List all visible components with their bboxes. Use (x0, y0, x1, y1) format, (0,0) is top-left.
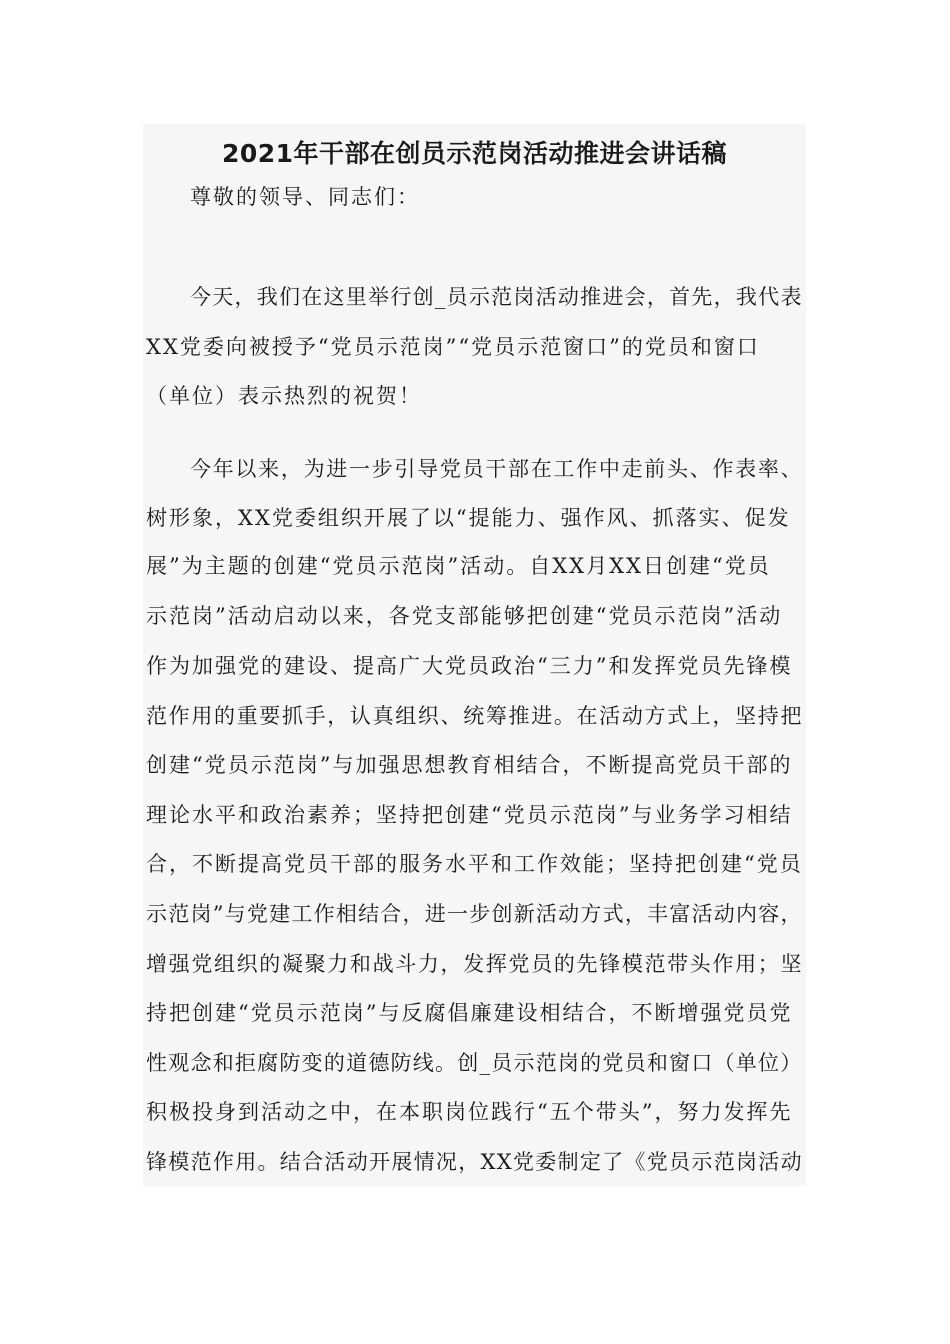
salutation: 尊敬的领导、同志们： (190, 185, 420, 209)
paragraph-2-line-13: 性观念和拒腐防变的道德防线。创_员示范岗的党员和窗口（单位） (146, 1051, 803, 1075)
paragraph-2-line-9: 合，不断提高党员干部的服务水平和工作效能；坚持把创建“党员 (146, 852, 803, 876)
paragraph-2-line-12: 持把创建“党员示范岗”与反腐倡廉建设相结合，不断增强党员党 (146, 1001, 793, 1025)
paragraph-2-line-7: 创建“党员示范岗”与加强思想教育相结合，不断提高党员干部的 (146, 753, 793, 777)
paragraph-2-line-14: 积极投身到活动之中，在本职岗位践行“五个带头”，努力发挥先 (146, 1100, 793, 1124)
paragraph-2-line-2: 树形象，XX党委组织开展了以“提能力、强作风、抓落实、促发 (146, 506, 791, 530)
paragraph-2-line-8: 理论水平和政治素养；坚持把创建“党员示范岗”与业务学习相结 (146, 803, 793, 827)
paragraph-2-line-3: 展”为主题的创建“党员示范岗”活动。自XX月XX日创建“党员 (146, 554, 771, 578)
paragraph-2-line-11: 增强党组织的凝聚力和战斗力，发挥党员的先锋模范带头作用；坚 (146, 952, 804, 976)
paragraph-1-line-3: （单位）表示热烈的祝贺！ (146, 384, 422, 408)
paragraph-1-line-2: XX党委向被授予“党员示范岗”“党员示范窗口”的党员和窗口 (146, 335, 760, 359)
paragraph-2-line-5: 作为加强党的建设、提高广大党员政治“三力”和发挥党员先锋模 (146, 654, 793, 678)
document-title: 2021年干部在创员示范岗活动推进会讲话稿 (221, 139, 728, 168)
paragraph-2-line-1: 今年以来，为进一步引导党员干部在工作中走前头、作表率、 (190, 457, 804, 481)
paragraph-2-line-15: 锋模范作用。结合活动开展情况，XX党委制定了《党员示范岗活动 (146, 1150, 803, 1174)
paragraph-2-line-6: 范作用的重要抓手，认真组织、统筹推进。在活动方式上，坚持把 (146, 704, 804, 728)
paragraph-2-line-4: 示范岗”活动启动以来，各党支部能够把创建“党员示范岗”活动 (146, 604, 783, 628)
paragraph-2-line-10: 示范岗”与党建工作相结合，进一步创新活动方式，丰富活动内容， (146, 902, 803, 926)
paragraph-1-line-1: 今天，我们在这里举行创_员示范岗活动推进会，首先，我代表 (190, 285, 803, 309)
